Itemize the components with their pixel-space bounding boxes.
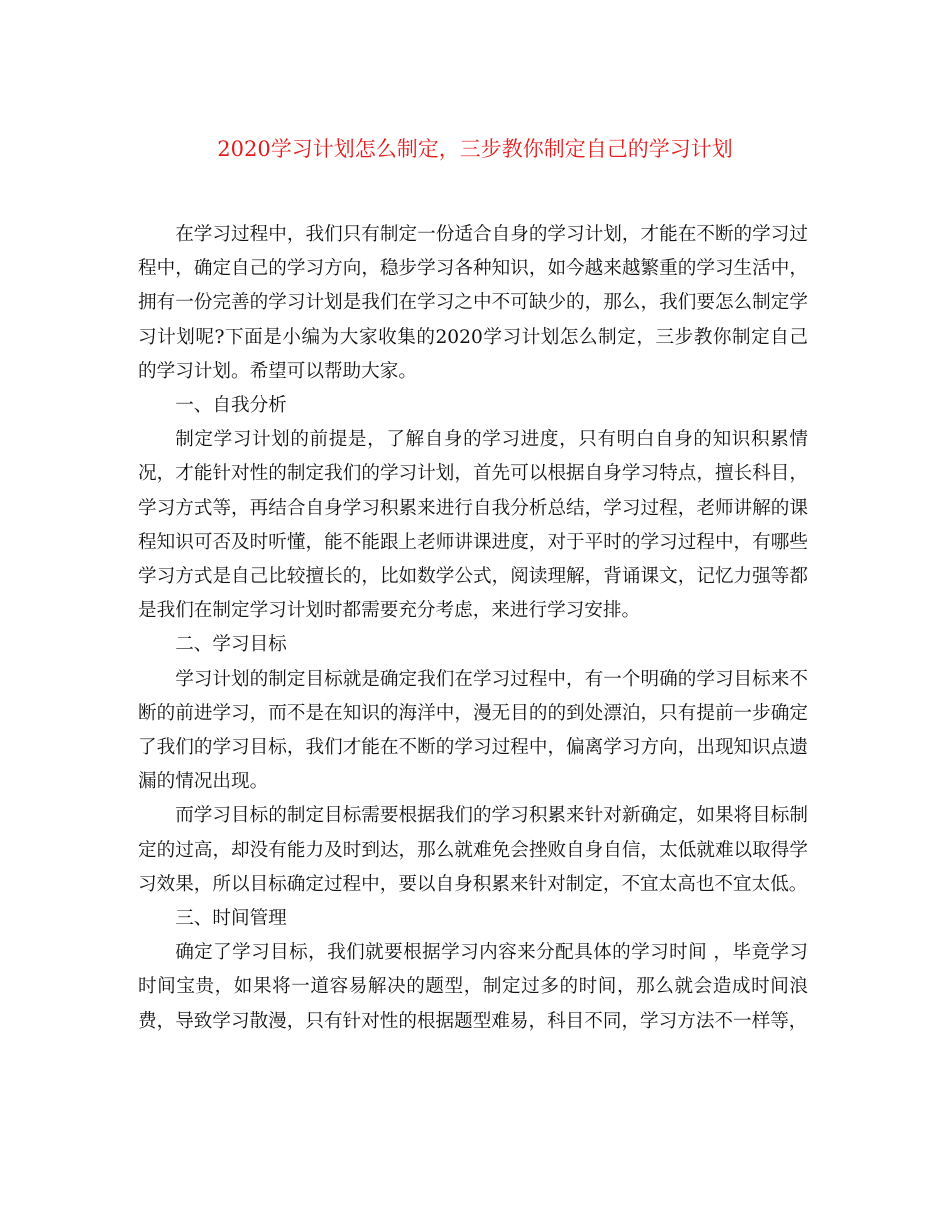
learning-goals-paragraph-2: 而学习目标的制定目标需要根据我们的学习积累来针对新确定，如果将目标制定的过高，却没有能力及时到达，那么就难免会挫败自身自信，太低就难以取得学习效果，所以目标确定过程中，要以自身积累来针对制定，不宜太高也不宜太低。 bbox=[138, 805, 808, 895]
section-heading-learning-goals: 二、学习目标 bbox=[175, 634, 287, 656]
time-management-paragraph: 确定了学习目标，我们就要根据学习内容来分配具体的学习时间 ，毕竟学习时间宝贵，如果将一道容易解决的题型，制定过多的时间，那么就会造成时间浪费，导致学习散漫，只有针对性的根据题型难易，科目不同，学习方法不一样等， bbox=[138, 942, 808, 1032]
document-title: 2020学习计划怎么制定，三步教你制定自己的学习计划 bbox=[217, 137, 733, 161]
intro-paragraph: 在学习过程中，我们只有制定一份适合自身的学习计划，才能在不断的学习过程中，确定自己的学习方向，稳步学习各种知识，如今越来越繁重的学习生活中，拥有一份完善的学习计划是我们在学习之中不可缺少的，那么，我们要怎么制定学习计划呢?下面是小编为大家收集的2020学习计划怎么制定，三步教你制定自己的学习计划。希望可以帮助大家。 bbox=[138, 224, 808, 382]
section-heading-self-analysis: 一、自我分析 bbox=[175, 395, 287, 417]
self-analysis-paragraph: 制定学习计划的前提是，了解自身的学习进度，只有明白自身的知识积累情况，才能针对性的制定我们的学习计划，首先可以根据自身学习特点，擅长科目，学习方式等，再结合自身学习积累来进行自我分析总结，学习过程，老师讲解的课程知识可否及时听懂，能不能跟上老师讲课进度，对于平时的学习过程中，有哪些学习方式是自己比较擅长的，比如数学公式，阅读理解，背诵课文，记忆力强等都是我们在制定学习计划时都需要充分考虑，来进行学习安排。 bbox=[138, 429, 808, 622]
document-body bbox=[138, 218, 808, 1039]
learning-goals-paragraph-1: 学习计划的制定目标就是确定我们在学习过程中，有一个明确的学习目标来不断的前进学习，而不是在知识的海洋中，漫无目的的到处漂泊，只有提前一步确定了我们的学习目标，我们才能在不断的学习过程中，偏离学习方向，出现知识点遗漏的情况出现。 bbox=[138, 668, 808, 793]
section-heading-time-management: 三、时间管理 bbox=[175, 908, 287, 930]
